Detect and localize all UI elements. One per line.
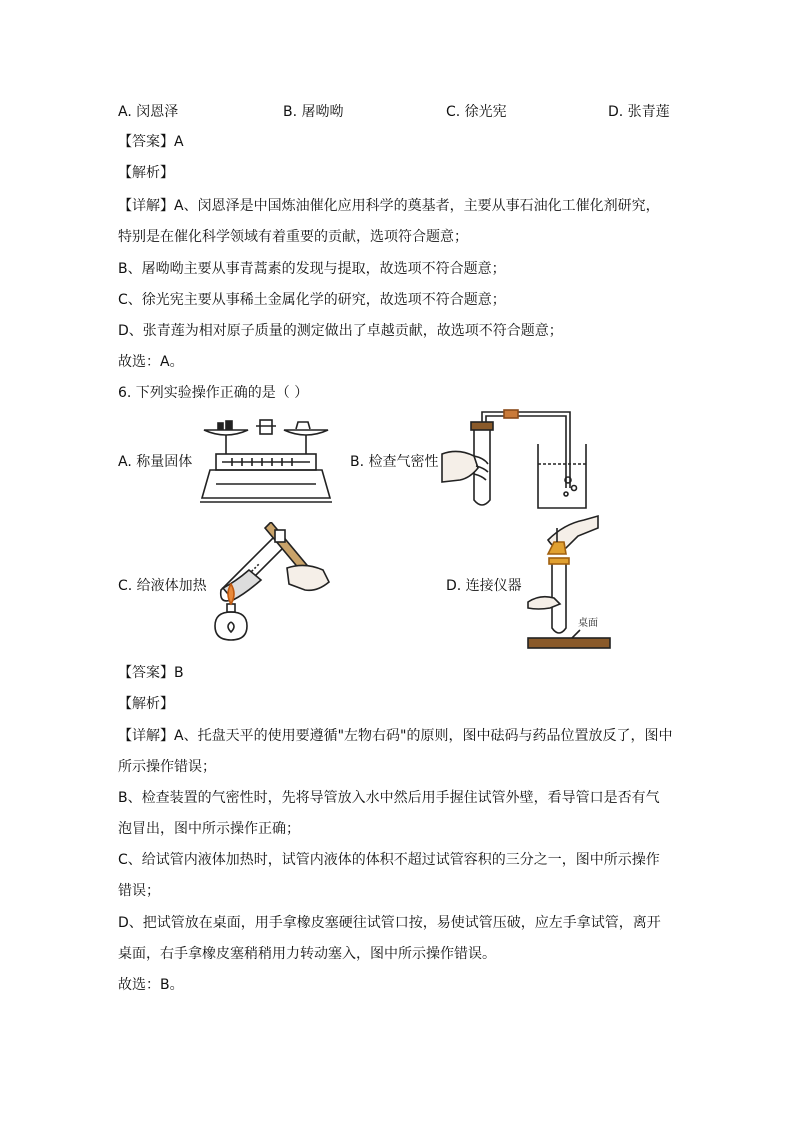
question-6: 6. 下列实验操作正确的是（ ）	[118, 385, 309, 401]
answer-label-6: 【答案】B	[118, 665, 184, 681]
analysis-label: 【解析】	[118, 165, 174, 181]
q6-option-b: B. 检查气密性	[350, 454, 439, 470]
detail-line: D、张青莲为相对原子质量的测定做出了卓越贡献，故选项不符合题意；	[118, 323, 563, 339]
desk-label: 桌面	[578, 618, 598, 629]
detail-line: 特别是在催化科学领域有着重要的贡献，选项符合题意；	[118, 229, 468, 245]
q6-option-c: C. 给液体加热	[118, 578, 207, 594]
answer-label: 【答案】A	[118, 134, 184, 150]
detail-line: 故选：A。	[118, 354, 184, 370]
detail-line: 桌面，右手拿橡皮塞稍稍用力转动塞入，图中所示操作错误。	[118, 946, 496, 962]
airtightness-figure	[440, 408, 590, 514]
detail-line: 错误；	[118, 883, 160, 899]
option-c: C. 徐光宪	[446, 104, 507, 120]
detail-line: C、徐光宪主要从事稀土金属化学的研究，故选项不符合题意；	[118, 292, 506, 308]
detail-line: D、把试管放在桌面，用手拿橡皮塞硬往试管口按，易使试管压破，应左手拿试管，离开	[118, 915, 661, 931]
option-a: A. 闵恩泽	[118, 104, 179, 120]
heating-figure	[205, 522, 335, 644]
balance-figure	[196, 418, 336, 506]
q6-option-d: D. 连接仪器	[446, 578, 522, 594]
detail-line: B、屠呦呦主要从事青蒿素的发现与提取，故选项不符合题意；	[118, 261, 506, 277]
detail-line: 故选：B。	[118, 977, 184, 993]
q6-option-a: A. 称量固体	[118, 454, 193, 470]
option-d: D. 张青莲	[608, 104, 670, 120]
detail-line: 所示操作错误；	[118, 759, 216, 775]
option-b: B. 屠呦呦	[283, 104, 344, 120]
analysis-label-6: 【解析】	[118, 696, 174, 712]
connecting-figure	[526, 514, 612, 656]
detail-line: 【详解】A、托盘天平的使用要遵循"左物右码"的原则，图中砝码与药品位置放反了，图中	[118, 728, 673, 744]
detail-line: 泡冒出，图中所示操作正确；	[118, 821, 300, 837]
detail-line: B、检查装置的气密性时，先将导管放入水中然后用手握住试管外壁，看导管口是否有气	[118, 790, 660, 806]
detail-line: 【详解】A、闵恩泽是中国炼油催化应用科学的奠基者，主要从事石油化工催化剂研究，	[118, 198, 660, 214]
detail-line: C、给试管内液体加热时，试管内液体的体积不超过试管容积的三分之一，图中所示操作	[118, 852, 660, 868]
